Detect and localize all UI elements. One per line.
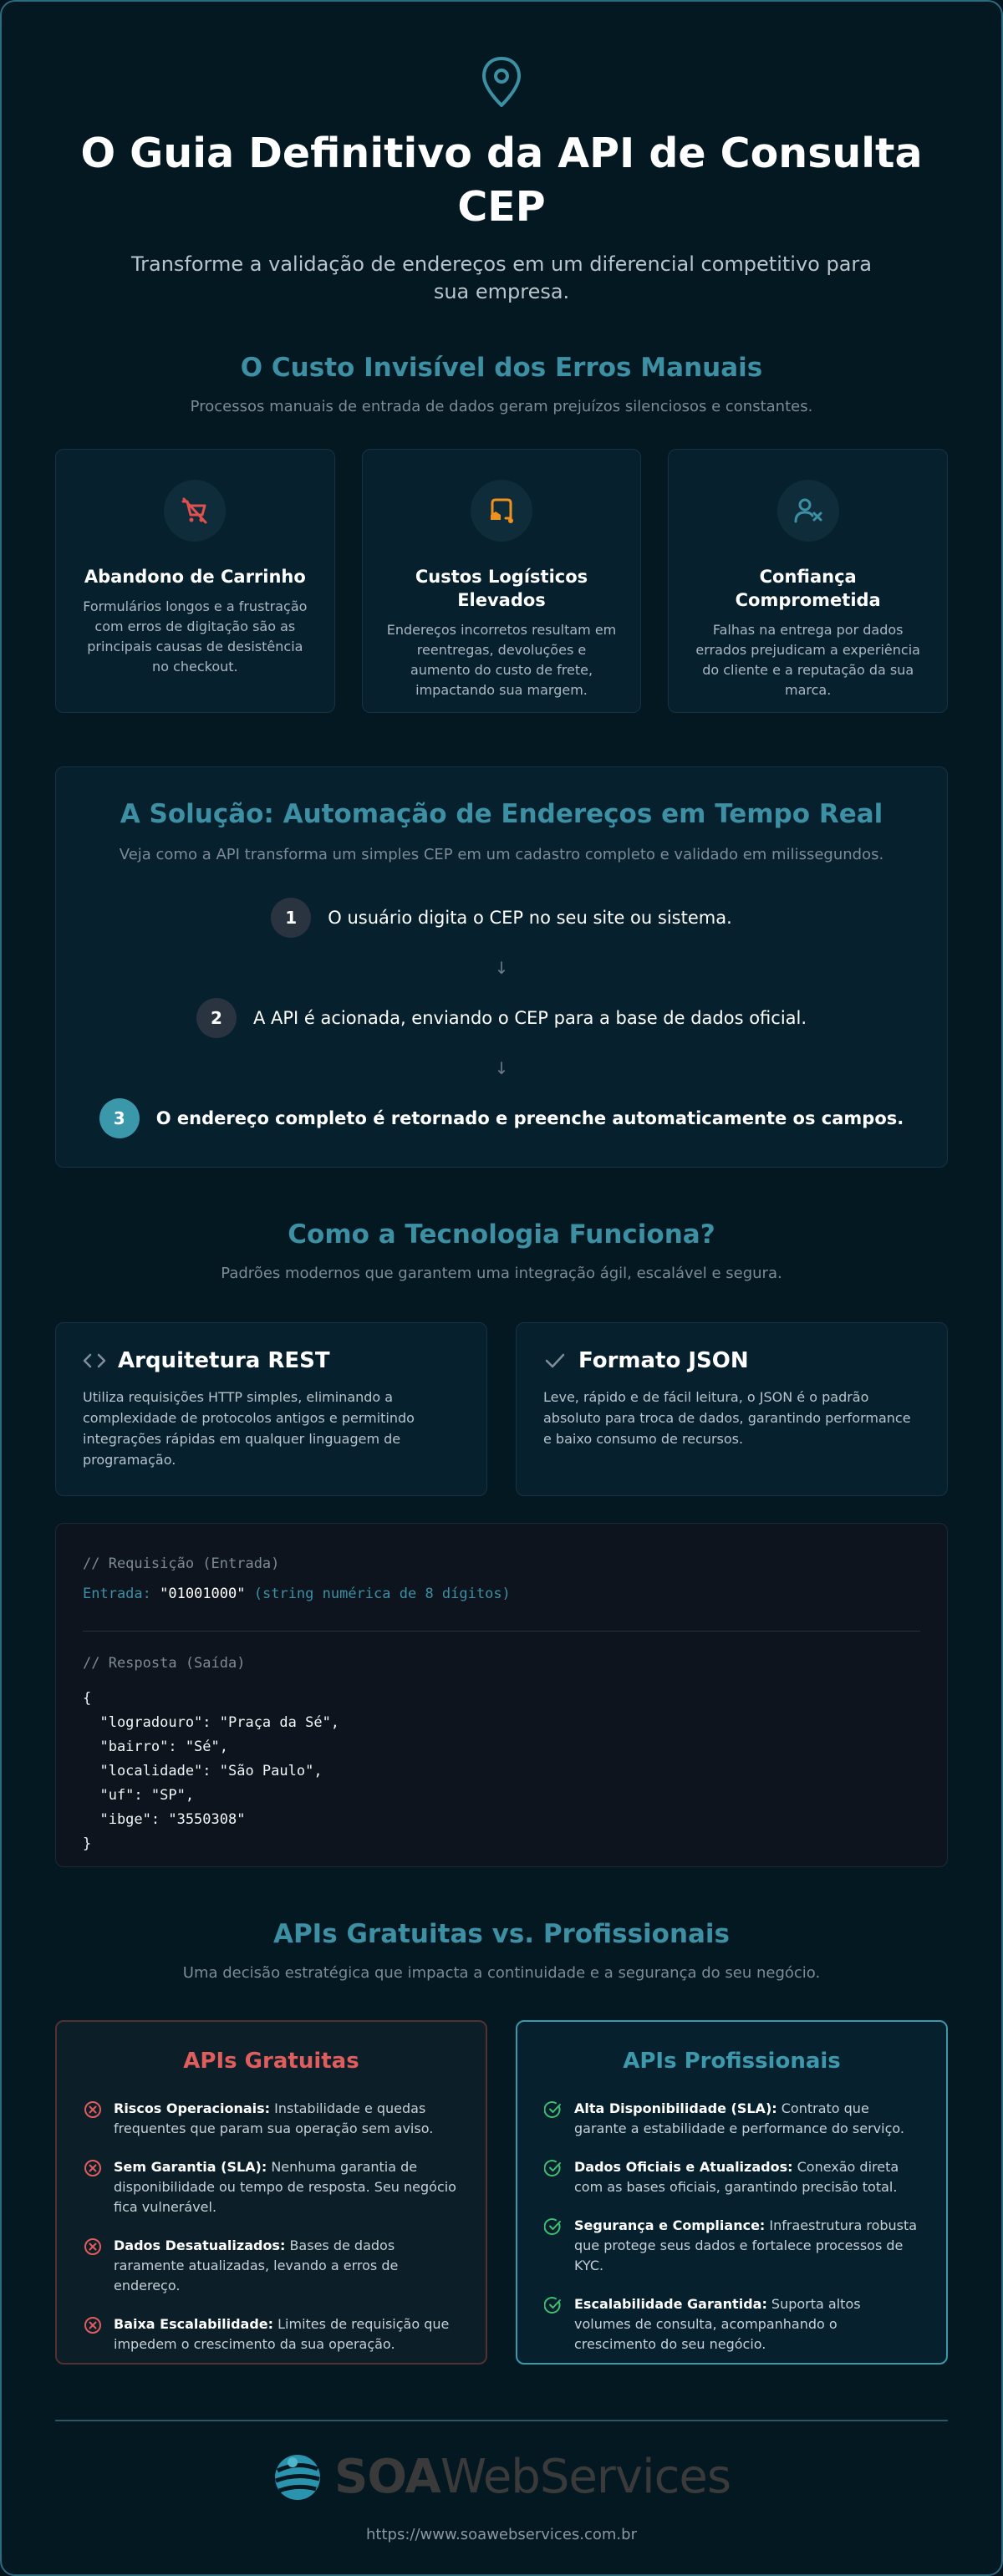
free-item-text <box>114 2236 459 2296</box>
free-item-description: Bases de dados raramente atualizadas, levando a erros de endereço. <box>114 2237 399 2293</box>
pro-apis-card <box>516 2020 948 2365</box>
free-item-text <box>114 2314 459 2355</box>
pro-apis-title: APIs Profissionais <box>623 2049 841 2074</box>
free-apis-list <box>84 2099 459 2355</box>
check-icon <box>543 1352 567 1370</box>
problems-subtitle: Processos manuais de entrada de dados geram prejuízos silenciosos e constantes. <box>190 398 813 415</box>
free-item-description: Limites de requisição que impedem o crescimento da sua operação. <box>114 2316 450 2352</box>
arrow-down-icon: ↓ <box>494 958 509 978</box>
pro-item-heading: Escalabilidade Garantida: <box>574 2296 767 2312</box>
code-divider <box>83 1631 920 1632</box>
solution-steps <box>56 897 947 1139</box>
problem-text: Formulários longos e a frustração com erros de digitação são as principais causas de desistência no checkout. <box>83 598 308 675</box>
logo-bold: SOA <box>333 2450 440 2504</box>
x-circle-icon <box>84 2100 102 2139</box>
response-json: { "logradouro": "Praça da Sé", "bairro": "Sé", "localidade": "São Paulo", "uf": "SP", "ibge": "3550308" } <box>83 1690 340 1852</box>
pro-item-heading: Dados Oficiais e Atualizados: <box>574 2159 793 2175</box>
problem-text: Falhas na entrega por dados errados prejudicam a experiência do cliente e a reputação da sua marca. <box>695 622 920 698</box>
step-number: 2 <box>196 998 237 1038</box>
cart-off-icon <box>164 480 226 542</box>
free-item <box>84 2099 459 2139</box>
tech-card-text: Utiliza requisições HTTP simples, eliminando a complexidade de protocolos antigos e permitindo integrações rápidas em qualquer linguagem de programação. <box>83 1389 415 1468</box>
problem-text: Endereços incorretos resultam em reentregas, devoluções e aumento do custo de frete, impactando sua margem. <box>386 622 617 698</box>
free-item <box>84 2157 459 2217</box>
arrow-down-icon: ↓ <box>494 1058 509 1078</box>
logo-wordmark <box>334 2450 731 2504</box>
compare-title: APIs Gratuitas vs. Profissionais <box>272 1919 731 1949</box>
x-circle-icon <box>84 2159 102 2217</box>
logo-globe-icon <box>272 2452 323 2502</box>
pro-item-text <box>574 2099 919 2139</box>
free-item-heading: Riscos Operacionais: <box>114 2100 271 2116</box>
free-item-heading: Sem Garantia (SLA): <box>114 2159 267 2175</box>
page-title: O Guia Definitivo da API de Consulta CEP <box>80 130 923 231</box>
step-3 <box>56 1097 947 1139</box>
x-circle-icon <box>84 2237 102 2296</box>
pro-item-text <box>574 2216 919 2276</box>
step-2 <box>56 997 947 1039</box>
code-icon <box>83 1352 106 1370</box>
pro-item-description: Suporta altos volumes de consulta, acompanhando o crescimento do seu negócio. <box>574 2296 861 2352</box>
step-number: 3 <box>99 1098 140 1138</box>
x-circle-icon <box>84 2316 102 2355</box>
free-apis-card <box>55 2020 487 2365</box>
tech-card-title: Formato JSON <box>578 1348 749 1373</box>
footer-divider <box>55 2420 948 2421</box>
pro-item <box>544 2294 919 2355</box>
problem-card-cart <box>55 449 335 713</box>
problems-title: O Custo Invisível dos Erros Manuais <box>240 353 763 383</box>
check-circle-icon <box>544 2217 563 2276</box>
request-comment: // Requisição (Entrada) <box>83 1555 280 1572</box>
tech-card-text: Leve, rápido e de fácil leitura, o JSON é o padrão absoluto para troca de dados, garantindo performance e baixo consumo de recursos. <box>543 1389 911 1447</box>
free-item <box>84 2236 459 2296</box>
pro-item-description: Contrato que garante a estabilidade e performance do serviço. <box>574 2100 904 2136</box>
free-item-text <box>114 2157 459 2217</box>
request-label: Entrada: <box>83 1586 151 1602</box>
tech-title: Como a Tecnologia Funciona? <box>288 1219 715 1250</box>
user-x-icon <box>777 480 839 542</box>
solution-panel <box>55 766 948 1168</box>
problem-title: Confiança Comprometida <box>735 567 881 610</box>
tech-cards <box>55 1322 948 1496</box>
pro-item-heading: Segurança e Compliance: <box>574 2217 766 2233</box>
compare-subtitle: Uma decisão estratégica que impacta a continuidade e a segurança do seu negócio. <box>182 1964 821 1982</box>
response-comment: // Resposta (Saída) <box>83 1655 246 1672</box>
request-note: (string numérica de 8 dígitos) <box>253 1586 511 1602</box>
step-text: O endereço completo é retornado e preenche automaticamente os campos. <box>155 1108 904 1128</box>
check-circle-icon <box>544 2159 563 2197</box>
truck-return-icon <box>471 480 532 542</box>
pro-item <box>544 2216 919 2276</box>
step-1 <box>56 897 947 939</box>
free-item <box>84 2314 459 2355</box>
code-sample <box>55 1523 948 1867</box>
pro-item <box>544 2157 919 2197</box>
solution-subtitle: Veja como a API transforma um simples CEP em um cadastro completo e validado em milissegundos. <box>119 846 884 863</box>
tech-card-json <box>516 1322 948 1496</box>
step-number: 1 <box>271 898 311 938</box>
tech-card-rest <box>55 1322 487 1496</box>
pro-item-text <box>574 2157 919 2197</box>
request-value: "01001000" <box>160 1586 246 1602</box>
map-pin-icon <box>476 53 527 112</box>
pro-item <box>544 2099 919 2139</box>
problem-card-logistics <box>362 449 642 713</box>
pro-item-description: Infraestrutura robusta que protege seus dados e fortalece processos de KYC. <box>574 2217 918 2273</box>
step-text: A API é acionada, enviando o CEP para a base de dados oficial. <box>252 1008 807 1028</box>
problem-title: Abandono de Carrinho <box>84 567 306 587</box>
problem-card-trust <box>668 449 948 713</box>
problem-cards <box>55 449 948 713</box>
free-item-heading: Dados Desatualizados: <box>114 2237 286 2253</box>
pro-item-text <box>574 2294 919 2355</box>
free-item-heading: Baixa Escalabilidade: <box>114 2316 274 2332</box>
page-subtitle: Transforme a validação de endereços em um diferencial competitivo para sua empresa. <box>131 252 872 303</box>
request-line <box>83 1582 920 1606</box>
free-item-text <box>114 2099 459 2139</box>
problem-title: Custos Logísticos Elevados <box>415 567 588 610</box>
pro-apis-list <box>544 2099 919 2355</box>
check-circle-icon <box>544 2100 563 2139</box>
step-text: O usuário digita o CEP no seu site ou sistema. <box>328 908 732 928</box>
solution-title: A Solução: Automação de Endereços em Tempo Real <box>120 799 883 829</box>
logo-rest: WebServices <box>440 2450 731 2504</box>
company-logo <box>55 2450 948 2504</box>
check-circle-icon <box>544 2296 563 2355</box>
free-item-description: Nenhuma garantia de disponibilidade ou tempo de resposta. Seu negócio fica vulnerável. <box>114 2159 456 2215</box>
footer-url[interactable]: https://www.soawebservices.com.br <box>366 2526 637 2543</box>
compare-cards <box>55 2020 948 2365</box>
free-item-description: Instabilidade e quedas frequentes que param sua operação sem aviso. <box>114 2100 434 2136</box>
free-apis-title: APIs Gratuitas <box>183 2049 359 2074</box>
tech-subtitle: Padrões modernos que garantem uma integração ágil, escalável e segura. <box>221 1265 782 1282</box>
pro-item-description: Conexão direta com as bases oficiais, garantindo precisão total. <box>574 2159 899 2195</box>
pro-item-heading: Alta Disponibilidade (SLA): <box>574 2100 777 2116</box>
tech-card-title: Arquitetura REST <box>118 1348 330 1373</box>
